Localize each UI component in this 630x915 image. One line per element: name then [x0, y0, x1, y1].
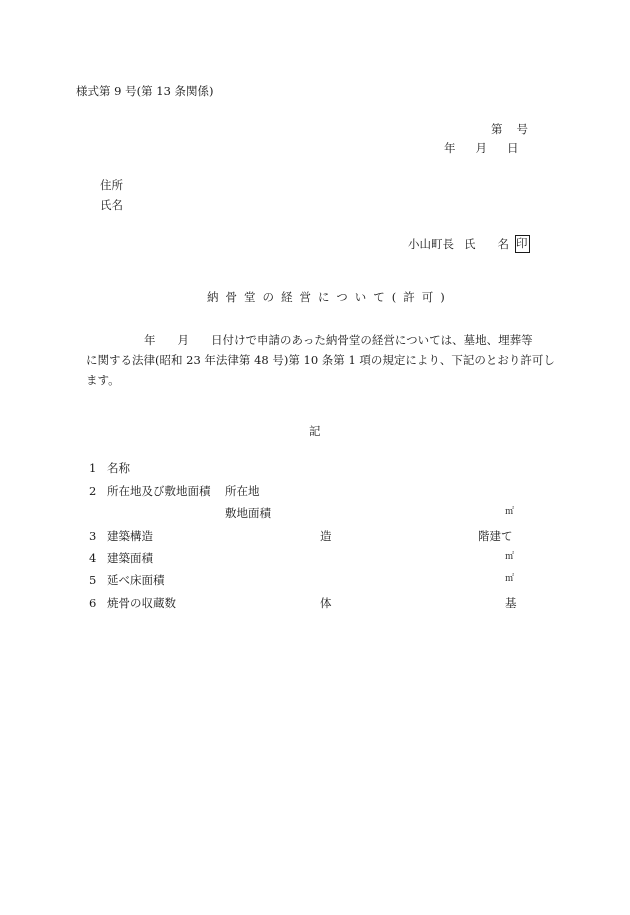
sender-name-1: 氏 — [464, 237, 476, 251]
item-number: 2 — [89, 484, 97, 498]
date-month: 月 — [475, 141, 487, 155]
recipient-address-label: 住所 — [100, 178, 123, 192]
body-line-2: に関する法律(昭和 23 年法律第 48 号)第 10 条第 1 項の規定により、下記のとおり許可し — [86, 353, 555, 367]
item-number: 3 — [89, 529, 97, 543]
document-date — [444, 143, 519, 155]
date-year: 年 — [444, 141, 456, 155]
item-structure-suffix: 造 — [320, 529, 332, 543]
item-floors-suffix: 階建て — [478, 529, 513, 543]
document-number — [491, 124, 528, 136]
item-label-name: 名称 — [107, 461, 130, 475]
item-capacity-bodies-unit: 体 — [320, 596, 332, 610]
body-year: 年 — [144, 333, 156, 347]
item-number: 4 — [89, 551, 97, 565]
item-label-location-area: 所在地及び敷地面積 — [107, 484, 211, 498]
item-label-floor-area: 延べ床面積 — [107, 573, 165, 587]
body-line-1 — [86, 330, 556, 350]
body-line-3: ます。 — [86, 373, 120, 387]
unit-square-meter: ㎡ — [505, 574, 515, 584]
sender-name-2: 名 — [497, 237, 509, 251]
item-label-capacity: 焼骨の収蔵数 — [107, 596, 176, 610]
item-label-building-area: 建築面積 — [107, 551, 153, 565]
unit-square-meter: ㎡ — [505, 552, 515, 562]
sender-block — [408, 236, 530, 254]
item-number: 1 — [89, 461, 97, 475]
body-line1-rest: 日付けで申請のあった納骨堂の経営については、墓地、埋葬等 — [211, 333, 533, 347]
doc-number-suffix: 号 — [516, 122, 528, 136]
date-day: 日 — [507, 141, 519, 155]
ki-heading: 記 — [309, 424, 321, 438]
item-sub-area: 敷地面積 — [225, 506, 271, 520]
item-capacity-count-unit: 基 — [505, 596, 517, 610]
item-number: 5 — [89, 573, 97, 587]
unit-square-meter: ㎡ — [505, 507, 515, 517]
seal-box: 印 — [515, 235, 530, 253]
body-paragraph — [86, 330, 556, 390]
item-number: 6 — [89, 596, 97, 610]
body-month: 月 — [177, 333, 189, 347]
sender-title: 小山町長 — [408, 237, 454, 251]
doc-number-prefix: 第 — [491, 122, 503, 136]
recipient-name-label: 氏名 — [100, 198, 123, 212]
form-number: 様式第 9 号(第 13 条関係) — [76, 84, 214, 98]
item-label-structure: 建築構造 — [107, 529, 153, 543]
document-title: 納骨堂の経営について(許可) — [207, 290, 452, 304]
item-sub-location: 所在地 — [225, 484, 260, 498]
